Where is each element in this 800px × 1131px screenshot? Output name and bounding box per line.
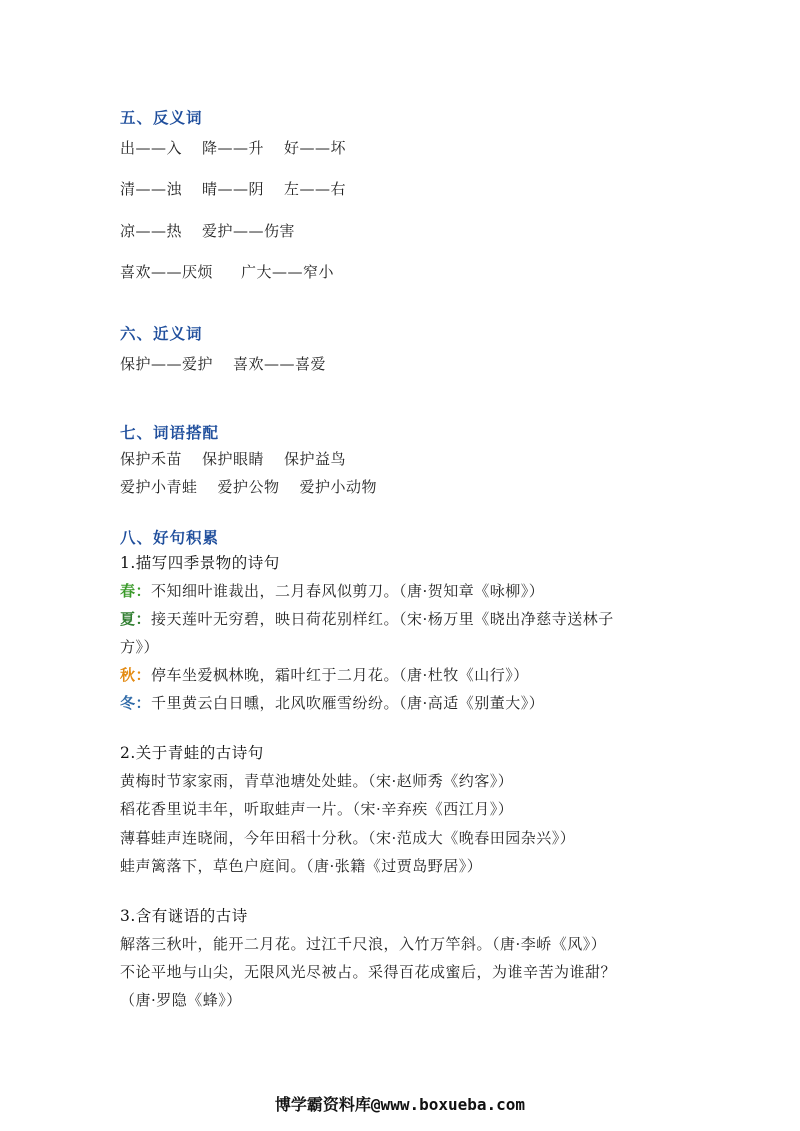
poem-text: 接天莲叶无穷碧，映日荷花别样红。（宋·杨万里《晓出净慈寺送林子 [151,610,614,628]
word-pair: 出——入 [120,139,183,157]
phrase: 爱护小动物 [299,478,378,496]
phrase: 爱护公物 [217,478,280,496]
poem-text: 不知细叶谁裁出，二月春风似剪刀。（唐·贺知章《咏柳》） [151,582,545,600]
antonym-row-2 [120,179,346,199]
poem-line-winter [120,693,544,713]
word-pair: 保护——爱护 [120,355,214,373]
subheading-riddles: 3.含有谜语的古诗 [120,907,248,925]
poem-line: 薄暮蛙声连晓闹，今年田稻十分秋。（宋·范成大《晚春田园杂兴》） [120,829,576,847]
poem-line: 蛙声篱落下，草色户庭间。（唐·张籍《过贾岛野居》） [120,857,483,875]
collocation-row-2 [120,477,377,497]
poem-line: 解落三秋叶，能开二月花。过江千尺浪，入竹万竿斜。（唐·李峤《风》） [120,935,607,953]
section-heading-good-sentences: 八、好句积累 [120,529,220,547]
word-pair: 好——坏 [284,139,347,157]
poem-line-summer [120,609,614,629]
section-heading-antonyms: 五、反义词 [120,109,203,127]
season-label-winter: 冬： [120,694,152,712]
antonym-row-3 [120,221,295,241]
poem-text: 千里黄云白日曛，北风吹雁雪纷纷。（唐·高适《别董大》） [151,694,545,712]
word-pair: 喜欢——厌烦 [120,263,214,281]
word-pair: 喜欢——喜爱 [233,355,327,373]
word-pair: 降——升 [202,139,265,157]
synonym-row-1 [120,354,326,374]
phrase: 保护眼睛 [202,450,265,468]
subheading-seasons: 1.描写四季景物的诗句 [120,554,280,572]
antonym-row-4 [120,262,334,282]
word-pair: 晴——阴 [202,180,265,198]
poem-text: 停车坐爱枫林晚，霜叶红于二月花。（唐·杜牧《山行》） [151,666,529,684]
season-label-spring: 春： [120,582,152,600]
phrase: 保护益鸟 [284,450,347,468]
section-heading-synonyms: 六、近义词 [120,325,203,343]
poem-line-autumn [120,665,529,685]
footer-watermark: 博学霸资料库@www.boxueba.com [274,1095,526,1114]
word-pair: 广大——窄小 [241,263,335,281]
poem-line: 黄梅时节家家雨，青草池塘处处蛙。（宋·赵师秀《约客》） [120,772,514,790]
poem-line-summer-cont: 方》） [120,638,160,656]
section-heading-collocations: 七、词语搭配 [120,424,220,442]
word-pair: 左——右 [284,180,347,198]
word-pair: 清——浊 [120,180,183,198]
poem-line: （唐·罗隐《蜂》） [120,991,242,1009]
poem-line: 稻花香里说丰年，听取蛙声一片。（宋·辛弃疾《西江月》） [120,800,514,818]
poem-line: 不论平地与山尖，无限风光尽被占。采得百花成蜜后，为谁辛苦为谁甜？ [120,963,617,981]
phrase: 爱护小青蛙 [120,478,198,496]
word-pair: 凉——热 [120,222,183,240]
antonym-row-1 [120,138,346,158]
season-label-autumn: 秋： [120,666,152,684]
subheading-frogs: 2.关于青蛙的古诗句 [120,744,264,762]
poem-line-spring [120,581,544,601]
collocation-row-1 [120,449,346,469]
phrase: 保护禾苗 [120,450,183,468]
season-label-summer: 夏： [120,610,152,628]
word-pair: 爱护——伤害 [202,222,296,240]
